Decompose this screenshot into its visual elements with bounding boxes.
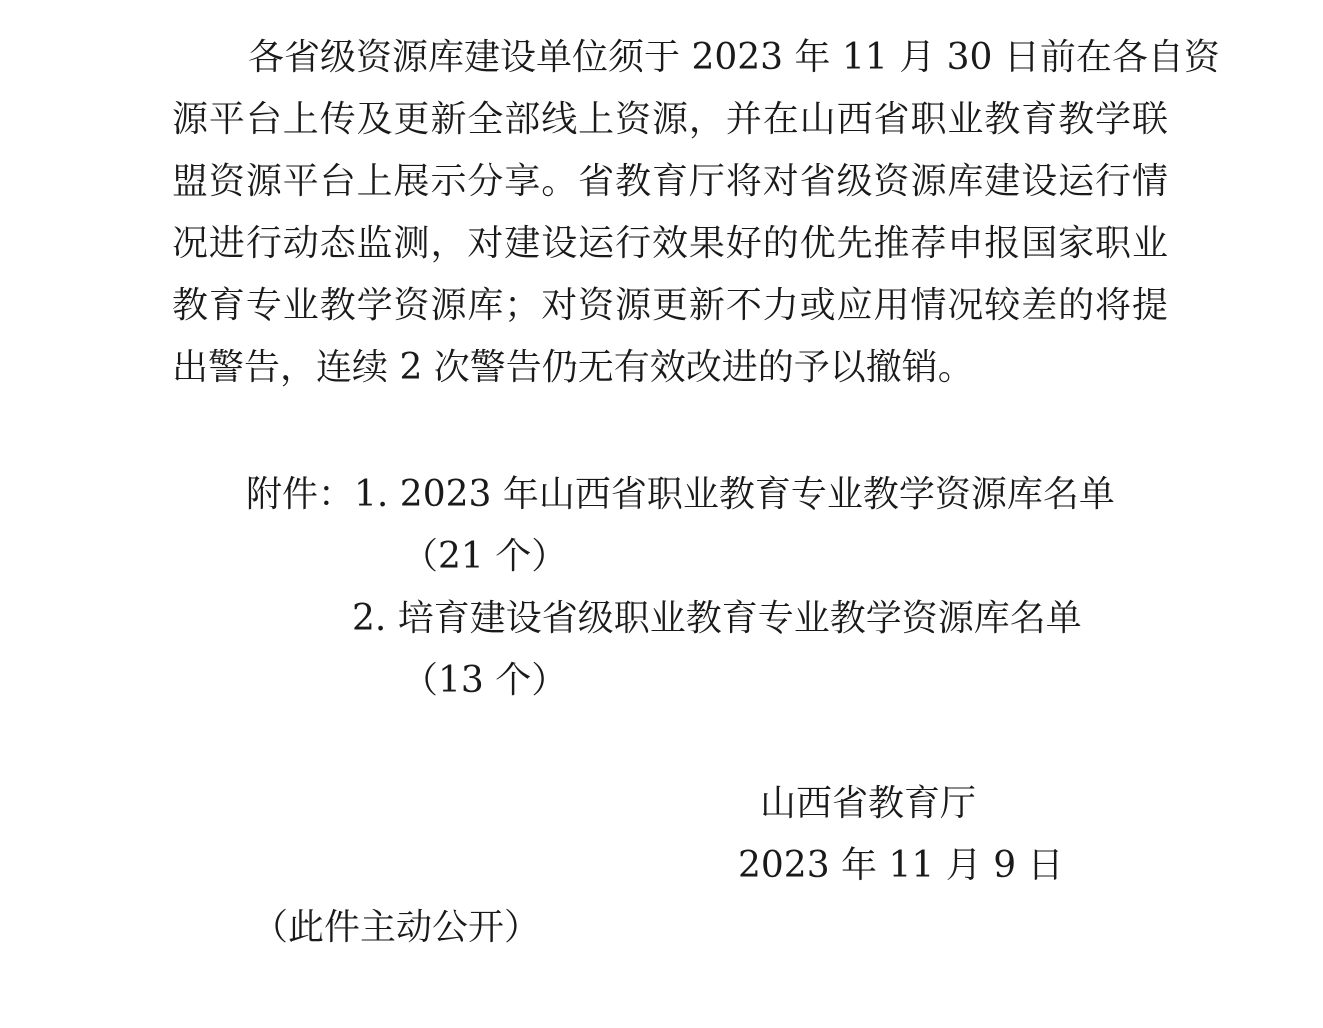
disclosure-note: （此件主动公开） [252, 907, 541, 948]
issue-date: 2023 年 11 月 9 日 [738, 845, 1064, 886]
attachment-item-title: 附件：1. 2023 年山西省职业教育专业教学资源库名单 [246, 474, 1115, 515]
paragraph-line: 出警告，连续 2 次警告仍无有效改进的予以撤销。 [172, 347, 974, 388]
attachment-item-count: （13 个） [402, 660, 568, 701]
issuer-name: 山西省教育厅 [760, 783, 977, 824]
paragraph-line: 各省级资源库建设单位须于 2023 年 11 月 30 日前在各自资 [248, 37, 1220, 78]
paragraph-line: 况进行动态监测，对建设运行效果好的优先推荐申报国家职业 [172, 223, 1168, 264]
paragraph-line: 盟资源平台上展示分享。省教育厅将对省级资源库建设运行情 [172, 161, 1168, 202]
paragraph-line: 教育专业教学资源库；对资源更新不力或应用情况较差的将提 [172, 285, 1168, 326]
attachment-item-title: 2. 培育建设省级职业教育专业教学资源库名单 [352, 598, 1082, 639]
paragraph-line: 源平台上传及更新全部线上资源，并在山西省职业教育教学联 [172, 99, 1168, 140]
attachment-item-count: （21 个） [402, 536, 568, 577]
